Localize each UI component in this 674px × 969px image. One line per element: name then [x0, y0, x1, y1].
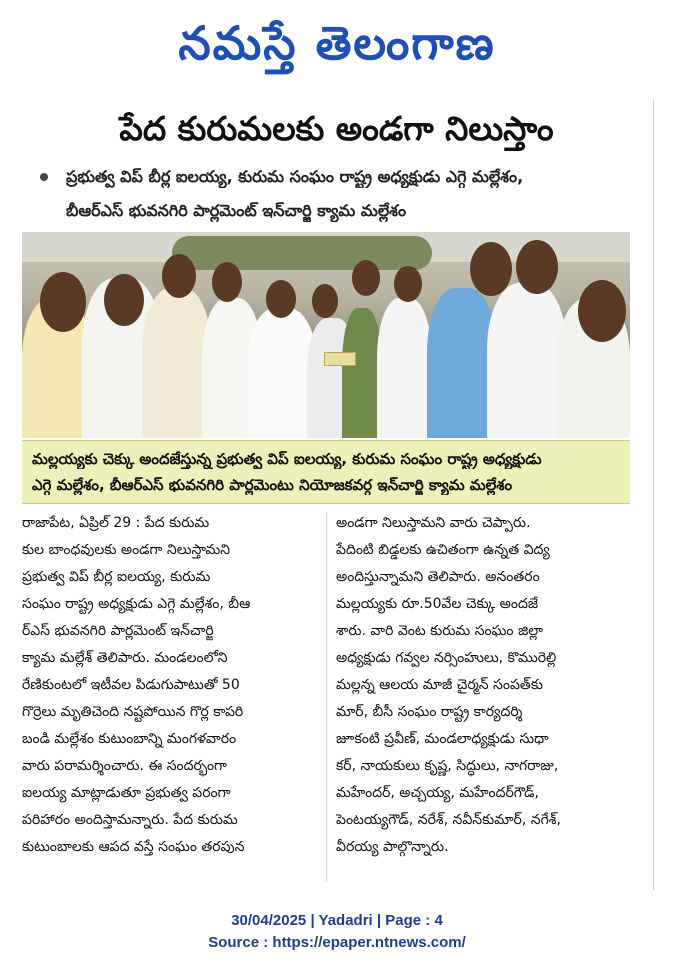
body-line: గొర్రెలు మృతిచెంది నష్టపోయిన గొర్ల కాపరి [22, 704, 244, 720]
photo-head [40, 272, 86, 332]
photo-head [162, 254, 196, 298]
column-divider [326, 512, 327, 882]
photo-person [487, 283, 567, 438]
photo-head [104, 274, 144, 326]
subheading-line: బీఆర్ఎస్ భువనగిరి పార్లమెంట్ ఇన్‌చార్జి క్యామ మల్లేశం [66, 201, 407, 220]
bullet-icon [40, 173, 48, 181]
photo-head [470, 242, 512, 296]
photo-head [212, 262, 242, 302]
article-column-right [336, 510, 641, 861]
photo-person [377, 298, 432, 438]
article-headline: పేద కురుమలకు అండగా నిలుస్తాం [119, 109, 554, 148]
body-line: క్యామ మల్లేశ్ తెలిపారు. మండలంలోని [22, 650, 228, 666]
body-line: బండి మల్లేశం కుటుంబాన్ని మంగళవారం [22, 731, 237, 747]
photo-cheque [324, 352, 356, 366]
newspaper-masthead: నమస్తే తెలంగాణ [178, 16, 496, 70]
body-line: పెంటయ్యగౌడ్, నరేశ్, నవీన్‌కుమార్, నగేశ్, [336, 812, 561, 828]
body-line: ర్ఎస్ భువనగిరి పార్లమెంట్ ఇన్‌చార్జి [22, 623, 214, 639]
body-line: కుల బాంధవులకు అండగా నిలుస్తామని [22, 542, 231, 558]
body-line: శారు. వారి వెంట కురుమ సంఘం జిల్లా [336, 623, 543, 639]
photo-caption [22, 440, 630, 504]
body-line: అందిస్తున్నామని తెలిపారు. అనంతరం [336, 569, 540, 585]
photo-head [516, 240, 558, 294]
photo-person [342, 308, 382, 438]
body-line: కుటుంబాలకు ఆపద వస్తే సంఘం తరపున [22, 839, 245, 855]
caption-line: మల్లయ్యకు చెక్కు అందజేస్తున్న ప్రభుత్వ విప్ ఐలయ్య, కురుమ సంఘం రాష్ట్ర అధ్యక్షుడు [32, 450, 542, 468]
body-line: సంఘం రాష్ట్ర అధ్యక్షుడు ఎగ్గె మల్లేశం, బీఆ [22, 596, 251, 612]
body-line: కర్, నాయకులు కృష్ణ, సిద్ధులు, నాగరాజు, [336, 758, 559, 774]
photo-head [312, 284, 338, 318]
body-line: ఐలయ్య మాట్లాడుతూ ప్రభుత్వ పరంగా [22, 785, 231, 801]
body-line: మార్, బీసీ సంఘం రాష్ట్ర కార్యదర్శి [336, 704, 523, 720]
photo-head [352, 260, 380, 296]
photo-head [578, 280, 626, 342]
body-line: రేణికుంటలో ఇటీవల పిడుగుపాటుతో 50 [22, 677, 240, 693]
article-column-left [22, 510, 327, 861]
caption-line: ఎగ్గె మల్లేశం, బీఆర్ఎస్ భువనగిరి పార్లమెంటు నియోజకవర్గ ఇన్‌చార్జి క్యామ మల్లేశం [32, 476, 513, 494]
body-line: పేదింటి బిడ్డలకు ఉచితంగా ఉన్నత విద్య [336, 542, 550, 558]
body-line: మహేందర్, అచ్చయ్య, మహేందర్‌గౌడ్, [336, 785, 539, 801]
source-link[interactable]: Source : https://epaper.ntnews.com/ [208, 934, 466, 951]
photo-head [394, 266, 422, 302]
body-line: జూకంటి ప్రవీణ్, మండలాధ్యక్షుడు సుధా [336, 731, 549, 747]
body-line: రాజాపేట, ఏప్రిల్ 29 : పేద కురుమ [22, 515, 210, 531]
photo-trees [172, 236, 432, 270]
body-line: మల్లన్న ఆలయ మాజీ చైర్మన్ సంపత్‌కు [336, 677, 543, 693]
subheading-line: ప్రభుత్వ విప్ బీర్ల ఐలయ్య, కురుమ సంఘం రాష్ట్ర అధ్యక్షుడు ఎగ్గె మల్లేశం, [66, 167, 524, 186]
body-line: ప్రభుత్వ విప్ బీర్ల ఐలయ్య, కురుమ [22, 569, 211, 585]
article-frame-line [653, 100, 654, 890]
body-line: మల్లయ్యకు రూ.50వేల చెక్కు అందజే [336, 596, 539, 612]
photo-head [266, 280, 296, 318]
news-photo [22, 232, 630, 438]
body-line: వారు పరామర్శించారు. ఈ సందర్భంగా [22, 758, 227, 774]
body-line: వీరయ్య పాల్గొన్నారు. [336, 839, 449, 855]
edition-info: 30/04/2025 | Yadadri | Page : 4 [231, 912, 443, 929]
body-line: పరిహారం అందిస్తామన్నారు. పేద కురుమ [22, 812, 238, 828]
body-line: అధ్యక్షుడు గవ్వల నర్సింహులు, కొమురెల్లి [336, 650, 557, 666]
body-line: అండగా నిలుస్తామని వారు చెప్పారు. [336, 515, 531, 531]
